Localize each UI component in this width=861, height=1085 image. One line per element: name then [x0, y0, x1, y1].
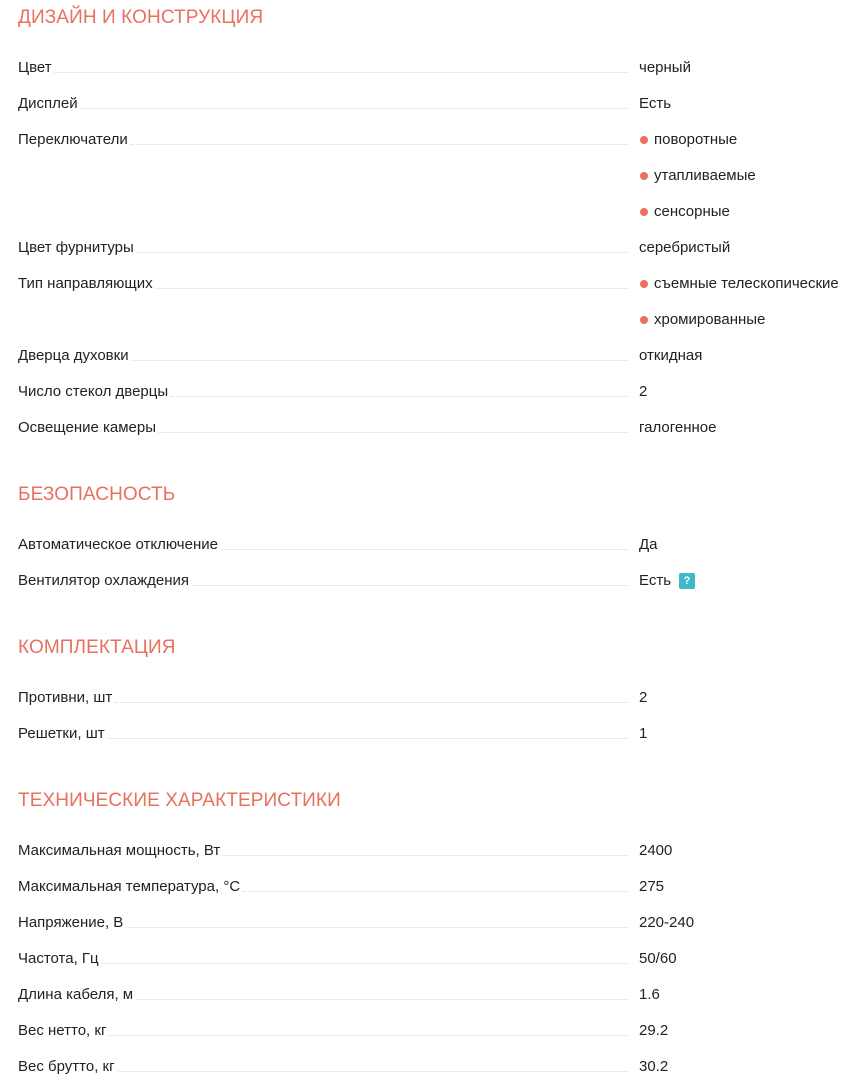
spec-value — [639, 941, 677, 977]
spec-label: Цвет фурнитуры — [18, 230, 136, 266]
spec-row — [18, 833, 861, 869]
spec-label: Напряжение, В — [18, 905, 125, 941]
spec-row — [18, 122, 861, 158]
spec-value — [639, 680, 647, 716]
dotted-leader — [18, 72, 627, 73]
bullet-icon — [640, 280, 648, 288]
spec-value-text: 2 — [639, 689, 648, 706]
question-icon[interactable]: ? — [679, 573, 695, 589]
spec-row — [18, 563, 861, 599]
spec-value-text: съемные телескопические — [654, 275, 839, 292]
spec-label: Противни, шт — [18, 680, 114, 716]
spec-value-text: серебристый — [639, 239, 731, 256]
spec-row — [18, 680, 861, 716]
spec-value-text: черный — [639, 59, 691, 76]
spec-row — [18, 1049, 861, 1085]
spec-list — [18, 527, 861, 599]
section-title: БЕЗОПАСНОСТЬ — [18, 484, 176, 505]
spec-label: Автоматическое отключение — [18, 527, 220, 563]
spec-value — [639, 977, 660, 1013]
spec-section — [18, 789, 861, 1075]
spec-value-text: 1 — [639, 725, 648, 742]
spec-value — [639, 563, 695, 599]
spec-value-text: 1.6 — [639, 986, 660, 1003]
spec-row — [18, 86, 861, 122]
spec-value-text: 30.2 — [639, 1058, 669, 1075]
spec-value — [639, 410, 716, 446]
spec-label: Максимальная температура, °C — [18, 869, 242, 905]
spec-row-continuation — [18, 302, 861, 338]
spec-label: Цвет — [18, 50, 54, 86]
spec-section — [18, 636, 861, 742]
spec-label: Вес брутто, кг — [18, 1049, 117, 1085]
spec-row — [18, 338, 861, 374]
spec-value-text: 2 — [639, 383, 648, 400]
spec-value-text: галогенное — [639, 419, 717, 436]
spec-value-text: 2400 — [639, 842, 673, 859]
spec-value — [639, 716, 647, 752]
spec-section — [18, 6, 861, 436]
spec-row — [18, 716, 861, 752]
spec-value-text: 50/60 — [639, 950, 677, 967]
spec-value-text: хромированные — [654, 311, 766, 328]
spec-row — [18, 50, 861, 86]
spec-value-text: 29.2 — [639, 1022, 669, 1039]
spec-value — [639, 158, 756, 194]
spec-value — [639, 230, 730, 266]
spec-value-text: Да — [639, 536, 658, 553]
spec-label: Переключатели — [18, 122, 130, 158]
bullet-icon — [640, 172, 648, 180]
spec-row — [18, 527, 861, 563]
section-title: ДИЗАЙН И КОНСТРУКЦИЯ — [18, 7, 264, 28]
spec-value-text: 220-240 — [639, 914, 695, 931]
spec-value — [639, 302, 765, 338]
spec-value-text: сенсорные — [654, 203, 730, 220]
spec-list — [18, 50, 861, 446]
spec-value-text: утапливаемые — [654, 167, 756, 184]
section-title: ТЕХНИЧЕСКИЕ ХАРАКТЕРИСТИКИ — [18, 790, 341, 811]
spec-value — [639, 122, 737, 158]
spec-value — [639, 1049, 668, 1085]
spec-label: Максимальная мощность, Вт — [18, 833, 222, 869]
spec-value — [639, 527, 658, 563]
spec-list — [18, 680, 861, 752]
spec-label: Тип направляющих — [18, 266, 155, 302]
spec-row-continuation — [18, 158, 861, 194]
spec-value — [639, 869, 664, 905]
section-title: КОМПЛЕКТАЦИЯ — [18, 637, 176, 658]
spec-value — [639, 833, 672, 869]
dotted-leader — [18, 738, 627, 739]
spec-label: Частота, Гц — [18, 941, 101, 977]
bullet-icon — [640, 136, 648, 144]
spec-value-text: Есть — [639, 572, 672, 589]
spec-row — [18, 1013, 861, 1049]
spec-row — [18, 941, 861, 977]
spec-row-continuation — [18, 194, 861, 230]
spec-value — [639, 194, 730, 230]
spec-row — [18, 230, 861, 266]
spec-value — [639, 905, 694, 941]
spec-value — [639, 86, 671, 122]
spec-row — [18, 869, 861, 905]
spec-value — [639, 266, 839, 302]
spec-row — [18, 977, 861, 1013]
spec-value-text: 275 — [639, 878, 665, 895]
spec-value — [639, 338, 702, 374]
spec-row — [18, 905, 861, 941]
spec-value — [639, 374, 647, 410]
bullet-icon — [640, 316, 648, 324]
spec-row — [18, 266, 861, 302]
spec-value-text: Есть — [639, 95, 672, 112]
spec-label: Дверца духовки — [18, 338, 131, 374]
spec-label: Освещение камеры — [18, 410, 158, 446]
spec-value-text: поворотные — [654, 131, 738, 148]
spec-label: Число стекол дверцы — [18, 374, 170, 410]
spec-label: Вентилятор охлаждения — [18, 563, 191, 599]
dotted-leader — [18, 963, 627, 964]
spec-row — [18, 410, 861, 446]
spec-label: Дисплей — [18, 86, 80, 122]
spec-list — [18, 833, 861, 1085]
spec-label: Решетки, шт — [18, 716, 107, 752]
spec-label: Длина кабеля, м — [18, 977, 135, 1013]
spec-row — [18, 374, 861, 410]
spec-label: Вес нетто, кг — [18, 1013, 108, 1049]
spec-value — [639, 50, 691, 86]
dotted-leader — [18, 108, 627, 109]
spec-section — [18, 483, 861, 589]
bullet-icon — [640, 208, 648, 216]
dotted-leader — [18, 1035, 627, 1036]
spec-value — [639, 1013, 668, 1049]
spec-value-text: откидная — [639, 347, 703, 364]
